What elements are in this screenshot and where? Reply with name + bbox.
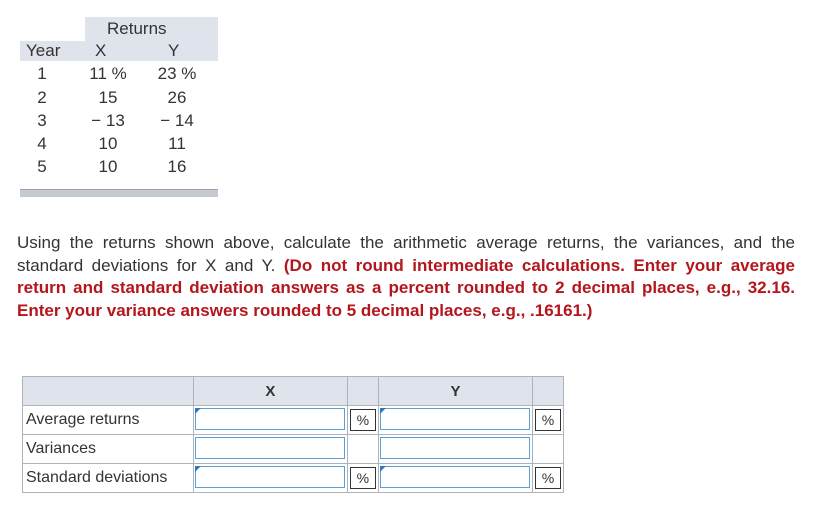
answer-row-label: Standard deviations: [23, 464, 194, 493]
year-cell: 1: [37, 64, 47, 83]
y-std-dev-cell: [378, 464, 532, 493]
x-return-cell: 10: [98, 157, 118, 176]
answer-row-standard-deviations: [23, 464, 564, 493]
y-return-cell: 23 %: [157, 64, 197, 83]
y-return-cell: 11: [168, 134, 186, 153]
y-return-cell: 26: [167, 88, 187, 107]
question-instruction: (Do not round intermediate calculations. Enter your average return and standard deviation answers as a percent rounded to 2 decimal places, e.g., 32.16. Enter your variance answers rounded to 5 decimal places, e.g., .16161.): [17, 255, 795, 320]
answer-row-label: Average returns: [23, 406, 194, 435]
question-text: [17, 232, 795, 322]
y-average-return-cell: [378, 406, 532, 435]
x-variance-cell: [193, 435, 347, 464]
returns-table: [20, 17, 218, 197]
y-variance-input[interactable]: [380, 437, 530, 459]
x-return-cell: 10: [98, 134, 118, 153]
x-average-return-input[interactable]: [195, 408, 345, 430]
x-unit-cell: [347, 406, 378, 435]
answer-header-x: X: [193, 377, 347, 406]
x-return-cell: 11 %: [89, 64, 127, 83]
answer-row-label: Variances: [23, 435, 194, 464]
returns-title: Returns: [107, 19, 167, 38]
y-header: Y: [168, 41, 180, 60]
percent-unit: %: [535, 467, 561, 489]
y-unit-cell: [533, 435, 564, 464]
answer-table: [22, 376, 564, 493]
y-return-cell: − 14: [160, 111, 194, 130]
y-return-cell: 16: [167, 157, 187, 176]
y-unit-cell: [533, 406, 564, 435]
x-std-dev-input[interactable]: [195, 466, 345, 488]
y-variance-cell: [378, 435, 532, 464]
question-prompt: Using the returns shown above, calculate the arithmetic average returns, the variances, and the standard deviations for X and Y.: [17, 233, 795, 275]
y-std-dev-input[interactable]: [380, 466, 530, 488]
answer-header-y-unit: [533, 377, 564, 406]
y-average-return-input[interactable]: [380, 408, 530, 430]
x-header: X: [95, 41, 107, 60]
year-cell: 2: [37, 88, 47, 107]
percent-unit: %: [350, 409, 376, 431]
x-unit-cell: [347, 435, 378, 464]
x-variance-input[interactable]: [195, 437, 345, 459]
year-header: Year: [26, 41, 61, 60]
year-cell: 5: [37, 157, 47, 176]
year-cell: 4: [37, 134, 47, 153]
x-return-cell: 15: [98, 88, 118, 107]
answer-row-average-returns: [23, 406, 564, 435]
table-bottom-rule: [20, 189, 218, 197]
answer-header-y: Y: [378, 377, 532, 406]
x-average-return-cell: [193, 406, 347, 435]
x-return-cell: − 13: [91, 111, 125, 130]
year-cell: 3: [37, 111, 47, 130]
percent-unit: %: [350, 467, 376, 489]
x-unit-cell: [347, 464, 378, 493]
percent-unit: %: [535, 409, 561, 431]
answer-row-variances: [23, 435, 564, 464]
y-unit-cell: [533, 464, 564, 493]
answer-header-x-unit: [347, 377, 378, 406]
x-std-dev-cell: [193, 464, 347, 493]
answer-header-row: [23, 377, 564, 406]
answer-header-blank: [23, 377, 194, 406]
